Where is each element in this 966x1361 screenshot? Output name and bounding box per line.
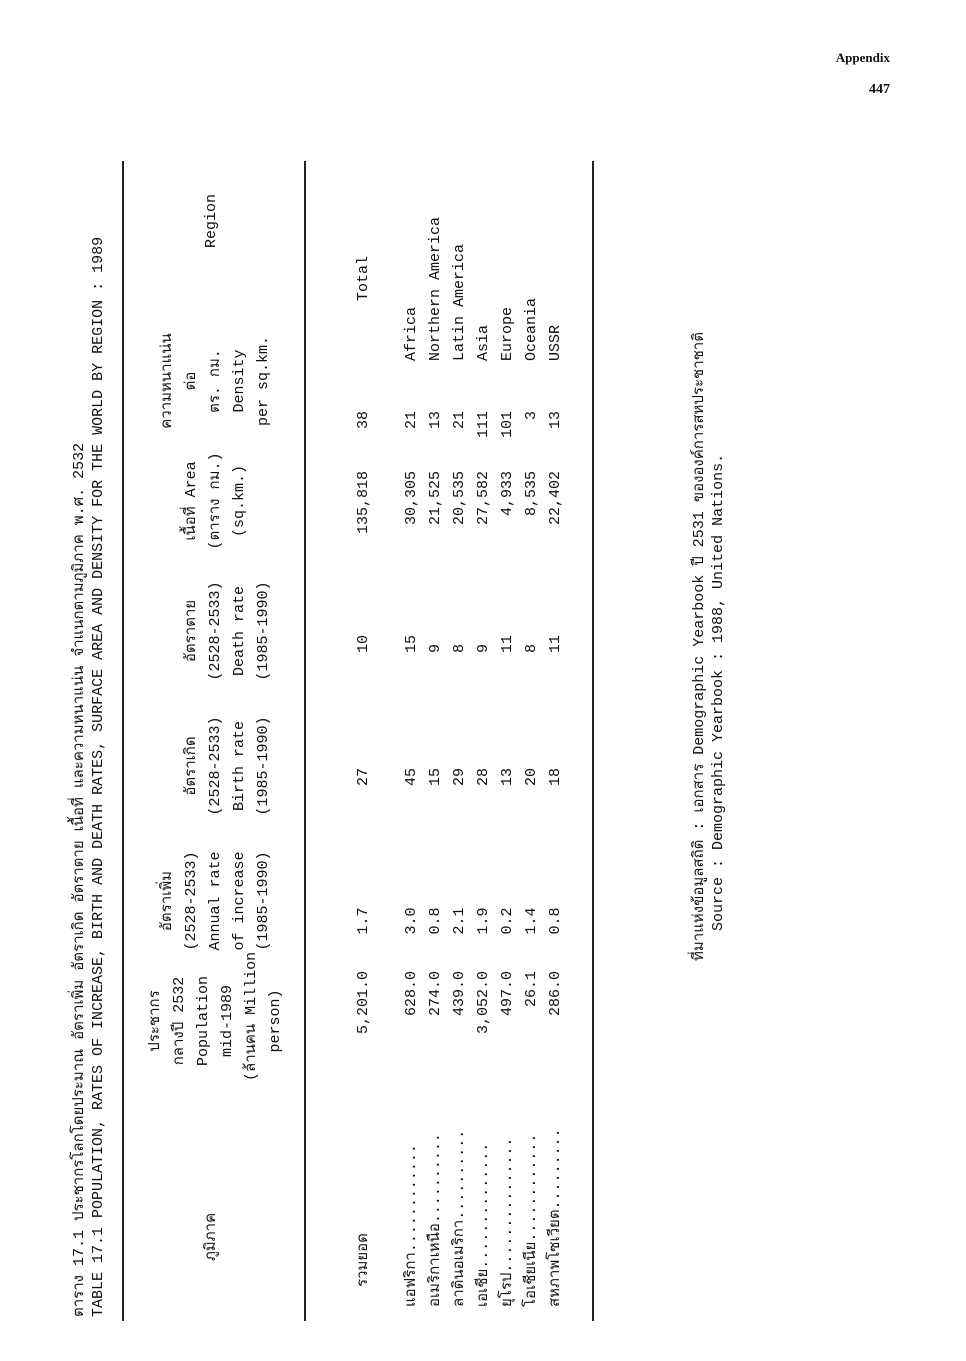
table-header: [128, 161, 306, 1321]
cell-increase: 0.2: [499, 907, 516, 935]
cell-region-english: Latin America: [451, 243, 468, 361]
cell-death-rate: 8: [451, 643, 468, 653]
bottom-rule: [592, 161, 594, 1321]
header-region-thai: ภูมิภาค: [203, 1212, 220, 1261]
cell-area: 27,582: [475, 471, 492, 526]
source-thai: ที่มาแห่งข้อมูลสถิติ : เอกสาร Demographic Yearbook ปี 2531 ขององค์การสหประชาชาติ: [691, 332, 708, 961]
cell-birth-rate: 15: [427, 767, 444, 786]
cell-population: 5,201.0: [355, 971, 372, 1035]
cell-increase: 1.7: [355, 907, 372, 935]
table-row: [472, 161, 496, 1321]
cell-region-english: Africa: [403, 306, 420, 361]
cell-region-thai: อเมริกาเหนือ..........: [427, 1133, 444, 1307]
header-density: ความหนาแน่น ต่อ ตร. กม. Density per sq.km.: [159, 333, 272, 429]
header-increase: อัตราเพิ่ม (2528-2533) Annual rate of increase (1985-1990): [159, 851, 272, 951]
cell-density: 38: [355, 411, 372, 430]
page-number: 447: [869, 82, 890, 97]
cell-region-thai: โอเชียเนีย............: [523, 1133, 540, 1307]
cell-density: 13: [427, 411, 444, 430]
cell-birth-rate: 45: [403, 767, 420, 786]
cell-density: 111: [475, 411, 492, 439]
header-region-english: Region: [203, 194, 220, 249]
source-english: Source : Demographic Yearbook : 1988, United Nations.: [710, 453, 727, 931]
cell-population: 286.0: [547, 971, 564, 1017]
top-rule: [122, 161, 124, 1321]
cell-density: 21: [403, 411, 420, 430]
cell-region-english: Northern America: [427, 216, 444, 361]
cell-population: 3,052.0: [475, 971, 492, 1035]
cell-population: 26.1: [523, 971, 540, 1008]
table-row: [400, 161, 424, 1321]
cell-birth-rate: 18: [547, 767, 564, 786]
cell-region-english: Oceania: [523, 297, 540, 361]
cell-area: 20,535: [451, 471, 468, 526]
caption-english: TABLE 17.1 POPULATION, RATES OF INCREASE, BIRTH AND DEATH RATES, SURFACE AREA AND DENSITY FOR THE WORLD BY REGION : 1989: [90, 236, 107, 1317]
appendix-label: Appendix: [835, 50, 890, 65]
table-row: [544, 161, 568, 1321]
table-row: [496, 161, 520, 1321]
cell-birth-rate: 29: [451, 767, 468, 786]
cell-increase: 3.0: [403, 907, 420, 935]
table-row: [520, 161, 544, 1321]
cell-death-rate: 15: [403, 634, 420, 653]
cell-increase: 0.8: [547, 907, 564, 935]
header-death-rate: อัตราตาย (2528-2533) Death rate (1985-1990): [183, 581, 272, 681]
cell-density: 3: [523, 411, 540, 421]
table-row: [424, 161, 448, 1321]
cell-area: 8,535: [523, 471, 540, 517]
cell-birth-rate: 28: [475, 767, 492, 786]
cell-population: 274.0: [427, 971, 444, 1017]
cell-region-thai: สหภาพโซเวียต.........: [547, 1128, 564, 1307]
total-row: [352, 161, 376, 1321]
cell-area: 21,525: [427, 471, 444, 526]
header-birth-rate: อัตราเกิด (2528-2533) Birth rate (1985-1990): [183, 716, 272, 816]
cell-area: 135,818: [355, 471, 372, 535]
cell-region-english: Asia: [475, 324, 492, 361]
cell-birth-rate: 20: [523, 767, 540, 786]
cell-region-thai: ยุโรป...............: [499, 1137, 516, 1307]
cell-region-thai: ลาตินอเมริกา..........: [451, 1129, 468, 1307]
cell-death-rate: 10: [355, 634, 372, 653]
cell-death-rate: 9: [475, 643, 492, 653]
cell-death-rate: 9: [427, 643, 444, 653]
cell-birth-rate: 27: [355, 767, 372, 786]
cell-death-rate: 11: [499, 634, 516, 653]
cell-increase: 1.9: [475, 907, 492, 935]
cell-population: 439.0: [451, 971, 468, 1017]
cell-death-rate: 11: [547, 634, 564, 653]
cell-area: 30,305: [403, 471, 420, 526]
cell-death-rate: 8: [523, 643, 540, 653]
cell-region-english: Total: [355, 255, 372, 301]
cell-population: 497.0: [499, 971, 516, 1017]
cell-increase: 0.8: [427, 907, 444, 935]
cell-region-thai: แอฟริกา............: [403, 1144, 420, 1307]
cell-increase: 2.1: [451, 907, 468, 935]
header-population: ประชากร กลางปี 2532 Population mid-1989 (ล้านคน Million person): [147, 951, 284, 1081]
header-area: เนื้อที่ Area (ตาราง กม.) (sq.km.): [183, 452, 248, 550]
table-row: [448, 161, 472, 1321]
cell-area: 22,402: [547, 471, 564, 526]
cell-area: 4,933: [499, 471, 516, 517]
cell-birth-rate: 13: [499, 767, 516, 786]
cell-region-thai: เอเชีย..............: [475, 1142, 492, 1307]
cell-population: 628.0: [403, 971, 420, 1017]
cell-region-thai: รวมยอด: [355, 1233, 372, 1287]
cell-density: 21: [451, 411, 468, 430]
caption-thai: ตาราง 17.1 ประชากรโลกโดยประมาณ อัตราเพิ่ม อัตราเกิด อัตราตาย เนื้อที่ และความหนาแน่น จำแนกตามภูมิภาค พ.ศ. 2532: [71, 442, 88, 1317]
cell-region-english: Europe: [499, 306, 516, 361]
cell-density: 13: [547, 411, 564, 430]
cell-region-english: USSR: [547, 324, 564, 361]
cell-increase: 1.4: [523, 907, 540, 935]
cell-density: 101: [499, 411, 516, 439]
